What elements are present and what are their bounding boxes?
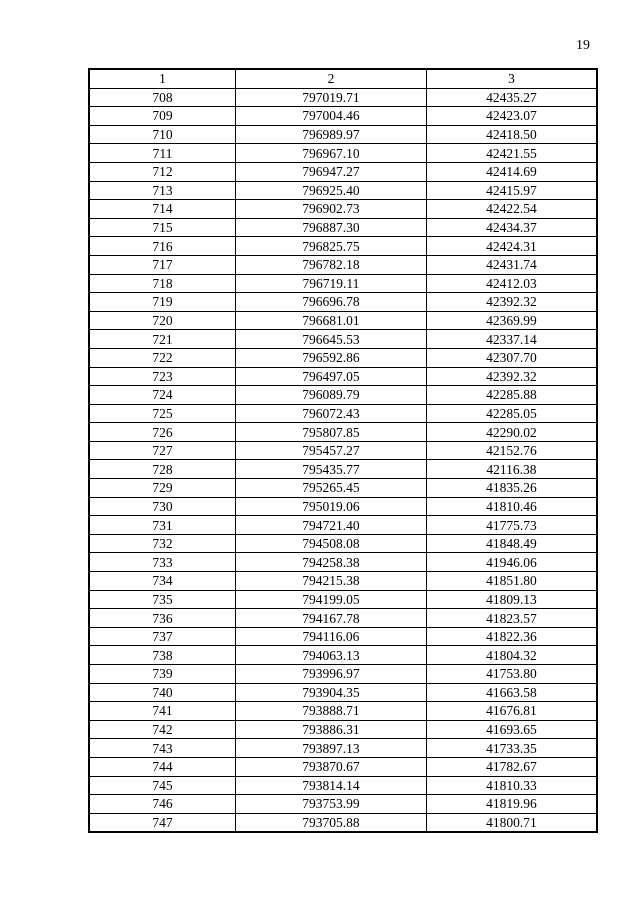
point-number-cell: 728 bbox=[89, 460, 236, 479]
x-coordinate-cell: 796592.86 bbox=[236, 348, 427, 367]
y-coordinate-cell: 42337.14 bbox=[426, 330, 597, 349]
y-coordinate-cell: 41823.57 bbox=[426, 609, 597, 628]
x-coordinate-cell: 794063.13 bbox=[236, 646, 427, 665]
table-row bbox=[89, 348, 597, 367]
table-row bbox=[89, 181, 597, 200]
y-coordinate-cell: 41822.36 bbox=[426, 627, 597, 646]
y-coordinate-cell: 42392.32 bbox=[426, 293, 597, 312]
point-number-cell: 741 bbox=[89, 702, 236, 721]
y-coordinate-cell: 42307.70 bbox=[426, 348, 597, 367]
column-header-2: 2 bbox=[236, 69, 427, 88]
table-row bbox=[89, 665, 597, 684]
x-coordinate-cell: 794199.05 bbox=[236, 590, 427, 609]
x-coordinate-cell: 796947.27 bbox=[236, 162, 427, 181]
page-number: 19 bbox=[576, 38, 590, 53]
point-number-cell: 737 bbox=[89, 627, 236, 646]
table-row bbox=[89, 88, 597, 107]
point-number-cell: 720 bbox=[89, 311, 236, 330]
point-number-cell: 724 bbox=[89, 386, 236, 405]
y-coordinate-cell: 41804.32 bbox=[426, 646, 597, 665]
point-number-cell: 739 bbox=[89, 665, 236, 684]
x-coordinate-cell: 794508.08 bbox=[236, 534, 427, 553]
point-number-cell: 740 bbox=[89, 683, 236, 702]
y-coordinate-cell: 42418.50 bbox=[426, 125, 597, 144]
y-coordinate-cell: 42424.31 bbox=[426, 237, 597, 256]
table-row bbox=[89, 404, 597, 423]
y-coordinate-cell: 41775.73 bbox=[426, 516, 597, 535]
y-coordinate-cell: 42392.32 bbox=[426, 367, 597, 386]
point-number-cell: 746 bbox=[89, 795, 236, 814]
point-number-cell: 729 bbox=[89, 479, 236, 498]
x-coordinate-cell: 794215.38 bbox=[236, 572, 427, 591]
point-number-cell: 732 bbox=[89, 534, 236, 553]
y-coordinate-cell: 41663.58 bbox=[426, 683, 597, 702]
table-row bbox=[89, 441, 597, 460]
point-number-cell: 744 bbox=[89, 757, 236, 776]
x-coordinate-cell: 796825.75 bbox=[236, 237, 427, 256]
point-number-cell: 735 bbox=[89, 590, 236, 609]
y-coordinate-cell: 42415.97 bbox=[426, 181, 597, 200]
x-coordinate-cell: 796989.97 bbox=[236, 125, 427, 144]
x-coordinate-cell: 796645.53 bbox=[236, 330, 427, 349]
table-row bbox=[89, 497, 597, 516]
x-coordinate-cell: 797019.71 bbox=[236, 88, 427, 107]
table-row bbox=[89, 590, 597, 609]
table-row bbox=[89, 516, 597, 535]
x-coordinate-cell: 795457.27 bbox=[236, 441, 427, 460]
table-row bbox=[89, 330, 597, 349]
y-coordinate-cell: 42421.55 bbox=[426, 144, 597, 163]
x-coordinate-cell: 794116.06 bbox=[236, 627, 427, 646]
x-coordinate-cell: 795019.06 bbox=[236, 497, 427, 516]
x-coordinate-cell: 793888.71 bbox=[236, 702, 427, 721]
point-number-cell: 723 bbox=[89, 367, 236, 386]
x-coordinate-cell: 793904.35 bbox=[236, 683, 427, 702]
y-coordinate-cell: 41851.80 bbox=[426, 572, 597, 591]
x-coordinate-cell: 795807.85 bbox=[236, 423, 427, 442]
table-row bbox=[89, 125, 597, 144]
y-coordinate-cell: 42422.54 bbox=[426, 200, 597, 219]
point-number-cell: 731 bbox=[89, 516, 236, 535]
table-row bbox=[89, 720, 597, 739]
y-coordinate-cell: 42285.88 bbox=[426, 386, 597, 405]
x-coordinate-cell: 797004.46 bbox=[236, 107, 427, 126]
point-number-cell: 714 bbox=[89, 200, 236, 219]
y-coordinate-cell: 41835.26 bbox=[426, 479, 597, 498]
x-coordinate-cell: 796072.43 bbox=[236, 404, 427, 423]
x-coordinate-cell: 793886.31 bbox=[236, 720, 427, 739]
point-number-cell: 711 bbox=[89, 144, 236, 163]
y-coordinate-cell: 42285.05 bbox=[426, 404, 597, 423]
point-number-cell: 730 bbox=[89, 497, 236, 516]
table-row bbox=[89, 144, 597, 163]
point-number-cell: 710 bbox=[89, 125, 236, 144]
y-coordinate-cell: 41753.80 bbox=[426, 665, 597, 684]
y-coordinate-cell: 41800.71 bbox=[426, 813, 597, 832]
table-row bbox=[89, 683, 597, 702]
x-coordinate-cell: 793705.88 bbox=[236, 813, 427, 832]
header-row bbox=[89, 69, 597, 88]
x-coordinate-cell: 796887.30 bbox=[236, 218, 427, 237]
point-number-cell: 747 bbox=[89, 813, 236, 832]
x-coordinate-cell: 794721.40 bbox=[236, 516, 427, 535]
point-number-cell: 736 bbox=[89, 609, 236, 628]
point-number-cell: 715 bbox=[89, 218, 236, 237]
point-number-cell: 745 bbox=[89, 776, 236, 795]
table-row bbox=[89, 627, 597, 646]
x-coordinate-cell: 795265.45 bbox=[236, 479, 427, 498]
x-coordinate-cell: 793814.14 bbox=[236, 776, 427, 795]
point-number-cell: 726 bbox=[89, 423, 236, 442]
point-number-cell: 734 bbox=[89, 572, 236, 591]
y-coordinate-cell: 42423.07 bbox=[426, 107, 597, 126]
point-number-cell: 722 bbox=[89, 348, 236, 367]
point-number-cell: 721 bbox=[89, 330, 236, 349]
table-row bbox=[89, 367, 597, 386]
table-row bbox=[89, 274, 597, 293]
point-number-cell: 713 bbox=[89, 181, 236, 200]
x-coordinate-cell: 794167.78 bbox=[236, 609, 427, 628]
y-coordinate-cell: 42152.76 bbox=[426, 441, 597, 460]
table-header bbox=[89, 69, 597, 88]
table-row bbox=[89, 572, 597, 591]
table-body bbox=[89, 88, 597, 832]
table-row bbox=[89, 534, 597, 553]
x-coordinate-cell: 795435.77 bbox=[236, 460, 427, 479]
table-row bbox=[89, 795, 597, 814]
column-header-1: 1 bbox=[89, 69, 236, 88]
x-coordinate-cell: 796696.78 bbox=[236, 293, 427, 312]
y-coordinate-cell: 42435.27 bbox=[426, 88, 597, 107]
y-coordinate-cell: 41946.06 bbox=[426, 553, 597, 572]
x-coordinate-cell: 793996.97 bbox=[236, 665, 427, 684]
y-coordinate-cell: 41676.81 bbox=[426, 702, 597, 721]
point-number-cell: 743 bbox=[89, 739, 236, 758]
table-row bbox=[89, 237, 597, 256]
y-coordinate-cell: 41782.67 bbox=[426, 757, 597, 776]
table-row bbox=[89, 739, 597, 758]
y-coordinate-cell: 42116.38 bbox=[426, 460, 597, 479]
y-coordinate-cell: 41819.96 bbox=[426, 795, 597, 814]
x-coordinate-cell: 793870.67 bbox=[236, 757, 427, 776]
point-number-cell: 708 bbox=[89, 88, 236, 107]
x-coordinate-cell: 796497.05 bbox=[236, 367, 427, 386]
table-row bbox=[89, 200, 597, 219]
table-row bbox=[89, 609, 597, 628]
x-coordinate-cell: 796719.11 bbox=[236, 274, 427, 293]
point-number-cell: 733 bbox=[89, 553, 236, 572]
table-row bbox=[89, 107, 597, 126]
y-coordinate-cell: 41693.65 bbox=[426, 720, 597, 739]
x-coordinate-cell: 796967.10 bbox=[236, 144, 427, 163]
table-row bbox=[89, 757, 597, 776]
y-coordinate-cell: 41810.33 bbox=[426, 776, 597, 795]
y-coordinate-cell: 41810.46 bbox=[426, 497, 597, 516]
point-number-cell: 717 bbox=[89, 255, 236, 274]
x-coordinate-cell: 796089.79 bbox=[236, 386, 427, 405]
table-row bbox=[89, 162, 597, 181]
y-coordinate-cell: 41809.13 bbox=[426, 590, 597, 609]
table-row bbox=[89, 460, 597, 479]
x-coordinate-cell: 796925.40 bbox=[236, 181, 427, 200]
y-coordinate-cell: 42412.03 bbox=[426, 274, 597, 293]
x-coordinate-cell: 796681.01 bbox=[236, 311, 427, 330]
table-row bbox=[89, 813, 597, 832]
table-row bbox=[89, 553, 597, 572]
point-number-cell: 725 bbox=[89, 404, 236, 423]
y-coordinate-cell: 42434.37 bbox=[426, 218, 597, 237]
x-coordinate-cell: 793753.99 bbox=[236, 795, 427, 814]
y-coordinate-cell: 42431.74 bbox=[426, 255, 597, 274]
x-coordinate-cell: 794258.38 bbox=[236, 553, 427, 572]
y-coordinate-cell: 41848.49 bbox=[426, 534, 597, 553]
y-coordinate-cell: 42369.99 bbox=[426, 311, 597, 330]
y-coordinate-cell: 41733.35 bbox=[426, 739, 597, 758]
y-coordinate-cell: 42290.02 bbox=[426, 423, 597, 442]
point-number-cell: 742 bbox=[89, 720, 236, 739]
x-coordinate-cell: 796902.73 bbox=[236, 200, 427, 219]
y-coordinate-cell: 42414.69 bbox=[426, 162, 597, 181]
point-number-cell: 709 bbox=[89, 107, 236, 126]
point-number-cell: 738 bbox=[89, 646, 236, 665]
point-number-cell: 716 bbox=[89, 237, 236, 256]
table-row bbox=[89, 702, 597, 721]
table-row bbox=[89, 423, 597, 442]
x-coordinate-cell: 793897.13 bbox=[236, 739, 427, 758]
column-header-3: 3 bbox=[426, 69, 597, 88]
table-row bbox=[89, 255, 597, 274]
table-row bbox=[89, 293, 597, 312]
table-row bbox=[89, 776, 597, 795]
point-number-cell: 719 bbox=[89, 293, 236, 312]
x-coordinate-cell: 796782.18 bbox=[236, 255, 427, 274]
point-number-cell: 712 bbox=[89, 162, 236, 181]
coordinates-table bbox=[88, 68, 598, 833]
point-number-cell: 727 bbox=[89, 441, 236, 460]
table-row bbox=[89, 311, 597, 330]
table-row bbox=[89, 386, 597, 405]
point-number-cell: 718 bbox=[89, 274, 236, 293]
table-row bbox=[89, 479, 597, 498]
table-row bbox=[89, 646, 597, 665]
table-row bbox=[89, 218, 597, 237]
